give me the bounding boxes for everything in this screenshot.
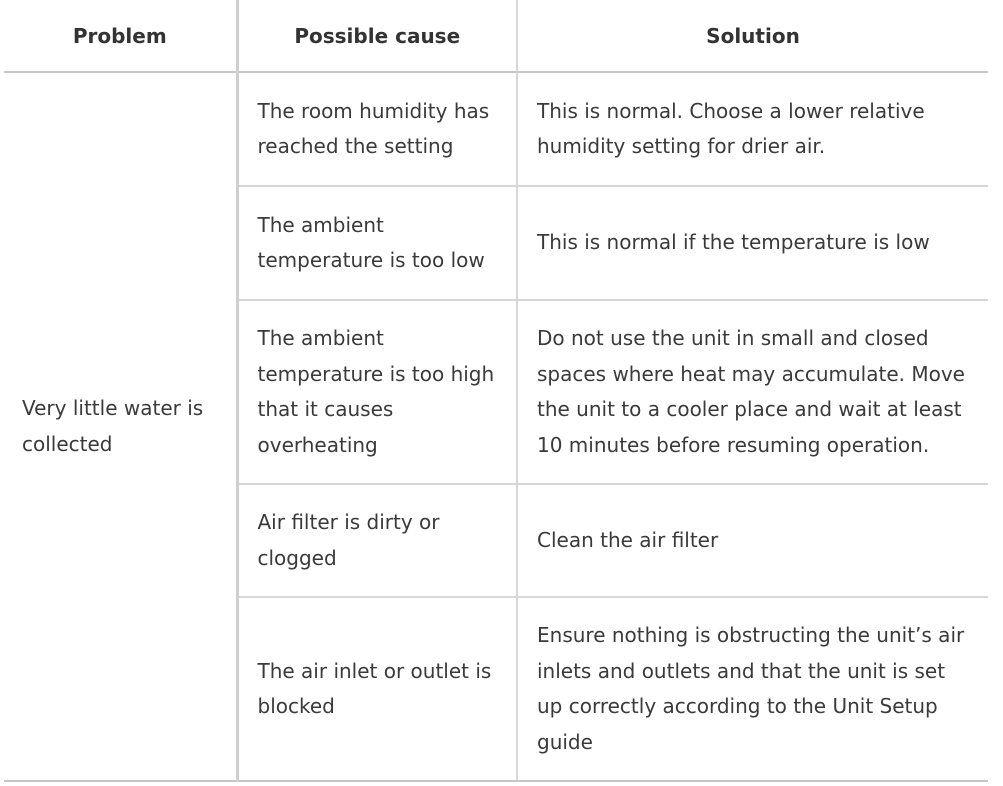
cause-cell: The air inlet or outlet is blocked [237,597,517,781]
header-row [4,0,988,72]
troubleshooting-table [4,0,988,782]
solution-cell: Clean the air filter [517,484,988,597]
solution-cell: Ensure nothing is obstructing the unit’s air inlets and outlets and that the unit is set up correctly according to the Unit Setup guide [517,597,988,781]
solution-cell: This is normal if the temperature is low [517,186,988,300]
table-header [4,0,988,72]
header-solution: Solution [517,0,988,72]
solution-cell: This is normal. Choose a lower relative humidity setting for drier air. [517,72,988,186]
header-possible-cause: Possible cause [237,0,517,72]
cause-cell: The ambient temperature is too low [237,186,517,300]
table-row [4,72,988,186]
cause-cell: The ambient temperature is too high that it causes overheating [237,300,517,484]
header-problem: Problem [4,0,237,72]
cause-cell: The room humidity has reached the setting [237,72,517,186]
cause-cell: Air filter is dirty or clogged [237,484,517,597]
table-body [4,72,988,781]
solution-cell: Do not use the unit in small and closed spaces where heat may accumulate. Move the unit to a cooler place and wait at least 10 minutes before resuming operation. [517,300,988,484]
problem-cell: Very little water is collected [4,72,237,781]
